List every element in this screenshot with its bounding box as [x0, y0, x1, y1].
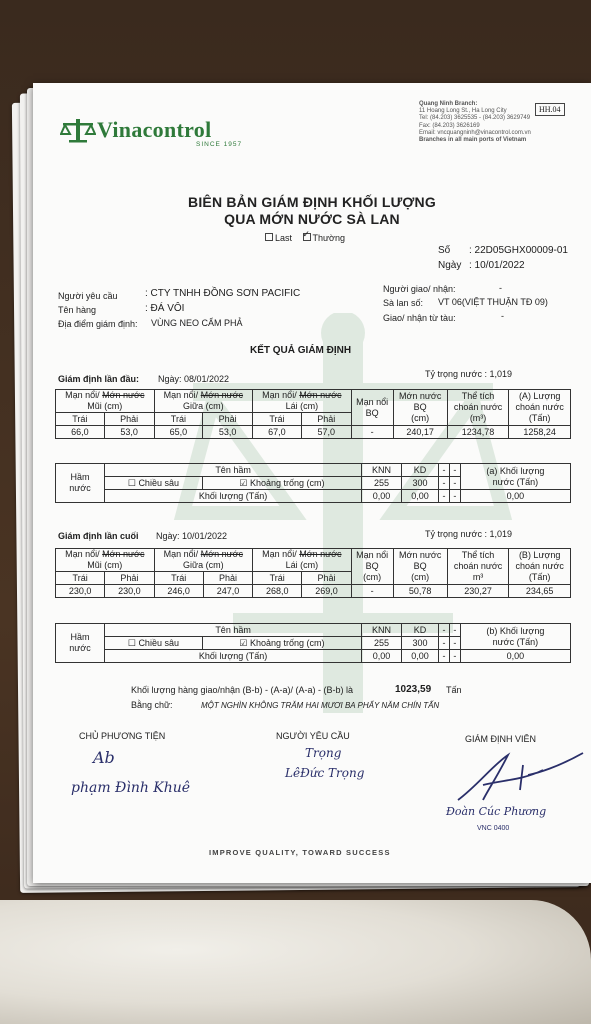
dash-cell: -: [439, 637, 450, 650]
final-survey-date: Ngày: 10/01/2022: [156, 531, 228, 541]
value-cell: 230,0: [56, 585, 105, 598]
ballast-result-value: 0,00: [460, 490, 570, 503]
first-survey-density: Tỷ trọng nước : 1,019: [425, 369, 512, 379]
brand-since: SINCE 1957: [196, 141, 243, 148]
surveyor-code: VNC 0400: [477, 825, 510, 832]
owner-signature: phạm Đình Khuê: [71, 780, 191, 796]
ship-value: -: [501, 311, 504, 321]
value-cell: 67,0: [253, 426, 302, 439]
weight-label: Khối lượng (Tấn): [105, 490, 362, 503]
header-cell: Mớn nước BQ (cm): [393, 390, 447, 426]
requester-title: NGƯỜI YÊU CẦU: [276, 731, 350, 741]
doc-date-label: Ngày: [438, 260, 462, 271]
header-cell: Mạn nổi/ Mớn nước Mũi (cm): [56, 549, 155, 572]
value-cell: 246,0: [154, 585, 203, 598]
barge-value: VT 06(VIỆT THUẬN TĐ 09): [438, 297, 548, 307]
value-cell: -: [351, 426, 393, 439]
first-survey-date: Ngày: 08/01/2022: [158, 374, 230, 384]
dash-cell: -: [449, 624, 460, 637]
final-survey-density: Tỷ trọng nước : 1,019: [425, 529, 512, 539]
form-code: HH.04: [535, 103, 565, 116]
doc-number-label: Số: [438, 245, 451, 256]
doc-number: : 22D05GHX00009-01: [469, 245, 568, 256]
final-ballast-table: [55, 623, 571, 663]
kd-header: KD: [401, 624, 438, 637]
header-cell: Phải: [301, 413, 351, 426]
dash-cell: -: [439, 464, 450, 477]
knn-value: 255: [362, 637, 402, 650]
header-cell: Trái: [154, 413, 203, 426]
final-survey-label: Giám định lần cuối: [58, 531, 139, 541]
header-cell: Mạn nổi/ Mớn nước Giữa (cm): [154, 390, 253, 413]
ullage-option: ☑ Khoảng trống (cm): [202, 477, 361, 490]
ballast-result-label: (a) Khối lượng nước (Tấn): [460, 464, 570, 490]
dash-cell: -: [449, 650, 460, 663]
result-title: KẾT QUẢ GIÁM ĐỊNH: [250, 345, 352, 356]
surveyor-signature-icon: [448, 745, 588, 805]
location-label: Địa điểm giám định:: [58, 319, 138, 329]
branch-line: Email: vncquangninh@vinacontrol.com.vn: [419, 129, 531, 136]
value-cell: 230,27: [447, 585, 509, 598]
kd-value: 300: [401, 637, 438, 650]
header-cell: Trái: [253, 413, 302, 426]
header-cell: Phải: [203, 572, 252, 585]
header-cell: Mớn nước BQ (cm): [393, 549, 447, 585]
goods-label: Tên hàng: [58, 305, 97, 315]
first-survey-label: Giám định lần đầu:: [58, 374, 140, 384]
header-cell: Mạn nổi BQ (cm): [351, 549, 393, 585]
weight-value: 0,00: [362, 490, 402, 503]
dash-cell: -: [449, 464, 460, 477]
background-fabric: [0, 900, 591, 1024]
hold-label: Hầm nước: [56, 464, 105, 503]
hold-label: Hầm nước: [56, 624, 105, 663]
dash-cell: -: [449, 490, 460, 503]
value-cell: 230,0: [105, 585, 154, 598]
branch-line: Quang Ninh Branch:: [419, 101, 478, 107]
header-cell: Trái: [56, 572, 105, 585]
value-cell: 53,0: [203, 426, 253, 439]
value-cell: 1258,24: [509, 426, 571, 439]
weight-label: Khối lượng (Tấn): [105, 650, 362, 663]
summary-formula: Khối lượng hàng giao/nhận (B-b) - (A-a)/ (A-a) - (B-b) là: [131, 685, 354, 695]
requester-value: : CTY TNHH ĐỒNG SƠN PACIFIC: [145, 288, 301, 299]
header-cell: Thể tích choán nước m³: [447, 549, 509, 585]
kd-header: KD: [401, 464, 438, 477]
words-value: MỘT NGHÌN KHÔNG TRĂM HAI MƯƠI BA PHẨY NĂM CHÍN TẤN: [201, 701, 440, 710]
survey-document: [33, 83, 591, 883]
header-cell: Thể tích choán nước (m³): [447, 390, 509, 426]
header-cell: Phải: [104, 413, 154, 426]
header-cell: (A) Lượng choán nước (Tấn): [509, 390, 571, 426]
header-cell: (B) Lượng choán nước (Tấn): [509, 549, 571, 585]
knn-value: 255: [362, 477, 402, 490]
surveyor-name: Đoàn Cúc Phương: [446, 805, 547, 818]
requester-signature: LêĐức Trọng: [285, 766, 365, 780]
branch-line: Tel: (84.203) 3625535 - (84.203) 3629749: [419, 115, 531, 122]
words-label: Bằng chữ:: [131, 700, 173, 710]
hold-name-header: Tên hầm: [105, 624, 362, 637]
document-title: BIÊN BẢN GIÁM ĐỊNH KHỐI LƯỢNG: [188, 194, 436, 210]
value-cell: 57,0: [301, 426, 351, 439]
deliver-label: Người giao/ nhận:: [383, 284, 456, 294]
dash-cell: -: [439, 650, 450, 663]
branch-line: Fax: (84.203) 3626169: [419, 122, 480, 129]
normal-checkbox: ✓: [302, 229, 311, 239]
ship-label: Giao/ nhận từ tàu:: [383, 313, 456, 323]
last-checkbox: [265, 233, 273, 241]
first-ballast-table: [55, 463, 571, 503]
weight-value: 0,00: [401, 650, 438, 663]
header-cell: Mạn nổi/ Mớn nước Lái (cm): [253, 549, 352, 572]
header-cell: Trái: [56, 413, 105, 426]
scales-logo-icon: [60, 117, 96, 143]
value-cell: 247,0: [203, 585, 252, 598]
header-cell: Mạn nổi BQ: [351, 390, 393, 426]
value-cell: 66,0: [56, 426, 105, 439]
value-cell: 53,0: [104, 426, 154, 439]
header-cell: Phải: [105, 572, 154, 585]
value-cell: 269,0: [302, 585, 351, 598]
dash-cell: -: [439, 477, 450, 490]
goods-value: : ĐÁ VÔI: [145, 303, 185, 314]
depth-option: ☐ Chiều sâu: [105, 477, 203, 490]
knn-header: KNN: [362, 464, 402, 477]
deliver-value: -: [499, 283, 502, 293]
header-cell: Phải: [203, 413, 253, 426]
ballast-result-value: 0,00: [460, 650, 570, 663]
value-cell: -: [351, 585, 393, 598]
ullage-option: ☑ Khoảng trống (cm): [202, 637, 361, 650]
requester-label: Người yêu cầu: [58, 291, 118, 301]
branch-line: 11 Hoang Long St., Ha Long City: [419, 108, 507, 115]
first-draft-table: [55, 389, 571, 439]
value-cell: 234,65: [509, 585, 571, 598]
header-cell: Mạn nổi/ Mớn nước Lái (cm): [253, 390, 352, 413]
normal-option-label: Thường: [312, 233, 345, 243]
survey-type-options: [265, 229, 345, 243]
last-option-label: Last: [275, 233, 293, 243]
depth-option: ☐ Chiều sâu: [105, 637, 203, 650]
value-cell: 268,0: [253, 585, 302, 598]
dash-cell: -: [439, 624, 450, 637]
weight-value: 0,00: [362, 650, 402, 663]
value-cell: 65,0: [154, 426, 203, 439]
kd-value: 300: [401, 477, 438, 490]
footer-slogan: IMPROVE QUALITY, TOWARD SUCCESS: [209, 848, 391, 857]
barge-label: Sà lan số:: [383, 298, 424, 308]
header-cell: Trái: [154, 572, 203, 585]
header-cell: Mạn nổi/ Mớn nước Giữa (cm): [154, 549, 253, 572]
header-cell: Mạn nổi/ Mớn nước Mũi (cm): [56, 390, 155, 413]
value-cell: 1234,78: [447, 426, 509, 439]
doc-date: : 10/01/2022: [469, 260, 525, 271]
weight-value: 0,00: [401, 490, 438, 503]
document-subtitle: QUA MỚN NƯỚC SÀ LAN: [224, 211, 400, 227]
value-cell: 50,78: [393, 585, 447, 598]
surveyor-title: GIÁM ĐỊNH VIÊN: [465, 734, 537, 744]
summary-unit: Tấn: [446, 685, 462, 695]
owner-title: CHỦ PHƯƠNG TIỆN: [79, 731, 166, 741]
branch-line: Branches in all main ports of Vietnam: [419, 137, 527, 144]
header-cell: Phải: [302, 572, 351, 585]
owner-signature-mark: Ab: [93, 748, 115, 767]
requester-signature-mark: Trọng: [305, 746, 342, 760]
summary-total: 1023,59: [395, 684, 432, 695]
branch-info: [419, 101, 531, 144]
hold-name-header: Tên hầm: [105, 464, 362, 477]
dash-cell: -: [439, 490, 450, 503]
header-cell: Trái: [253, 572, 302, 585]
dash-cell: -: [449, 637, 460, 650]
knn-header: KNN: [362, 624, 402, 637]
value-cell: 240,17: [393, 426, 447, 439]
dash-cell: -: [449, 477, 460, 490]
brand-name: Vinacontrol: [97, 117, 212, 142]
final-draft-table: [55, 548, 571, 598]
location-value: VÙNG NEO CẨM PHẢ: [151, 318, 243, 328]
ballast-result-label: (b) Khối lượng nước (Tấn): [460, 624, 570, 650]
